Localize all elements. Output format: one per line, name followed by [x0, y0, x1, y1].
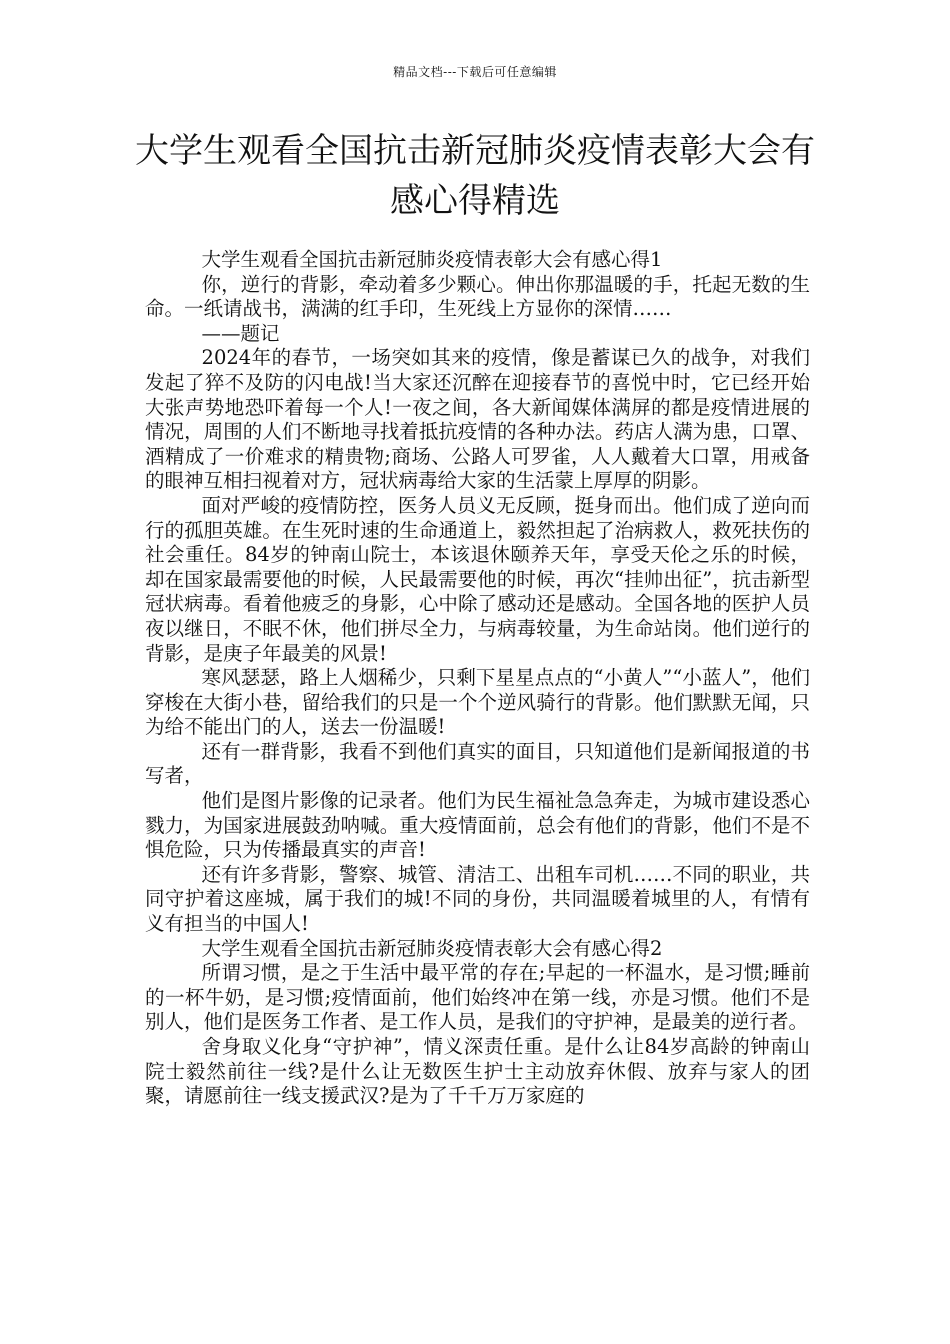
section-heading-1: 大学生观看全国抗击新冠肺炎疫情表彰大会有感心得1 [201, 248, 663, 271]
paragraph: 你，逆行的背影，牵动着多少颗心。伸出你那温暖的手，托起无数的生命。一纸请战书，满满的红手印，生死线上方显你的深情…… [145, 272, 810, 321]
paragraph: 2024年的春节，一场突如其来的疫情，像是蓄谋已久的战争，对我们发起了猝不及防的闪电战!当大家还沉醉在迎接春节的喜悦中时，它已经开始大张声势地恐吓着每一个人!一夜之间，各大新闻媒体满屏的都是疫情进展的情况，周围的人们不断地寻找着抵抗疫情的各种办法。药店人满为患，口罩、酒精成了一价难求的精贵物;商场、公路人可罗雀，人人戴着大口罩，用戒备的眼神互相扫视着对方，冠状病毒给大家的生活蒙上厚厚的阴影。 [145, 346, 810, 493]
page-header: 精品文档---下载后可任意编辑 [393, 65, 557, 79]
paragraph: 面对严峻的疫情防控，医务人员义无反顾，挺身而出。他们成了逆向而行的孤胆英雄。在生死时速的生命通道上，毅然担起了治病救人，救死扶伤的社会重任。84岁的钟南山院士，本该退休颐养天年，享受天伦之乐的时候，却在国家最需要他的时候，人民最需要他的时候，再次“挂帅出征”，抗击新型冠状病毒。看着他疲乏的身影，心中除了感动还是感动。全国各地的医护人员夜以继日，不眠不休，他们拼尽全力，与病毒较量，为生命站岗。他们逆行的背影，是庚子年最美的风景! [145, 493, 810, 665]
paragraph: 还有一群背影，我看不到他们真实的面目，只知道他们是新闻报道的书写者， [145, 739, 810, 788]
paragraph: 还有许多背影，警察、城管、清洁工、出租车司机……不同的职业，共同守护着这座城，属于我们的城!不同的身份，共同温暖着城里的人，有情有义有担当的中国人! [145, 862, 810, 936]
paragraph: 所谓习惯，是之于生活中最平常的存在;早起的一杯温水，是习惯;睡前的一杯牛奶，是习惯;疫情面前，他们始终冲在第一线，亦是习惯。他们不是别人，他们是医务工作者、是工作人员，是我们的守护神，是最美的逆行者。 [145, 961, 810, 1034]
paragraph: 寒风瑟瑟，路上人烟稀少，只剩下星星点点的“小黄人”“小蓝人”，他们穿梭在大街小巷，留给我们的只是一个个逆风骑行的背影。他们默默无闻，只为给不能出门的人，送去一份温暖! [145, 666, 810, 739]
document-title: 大学生观看全国抗击新冠肺炎疫情表彰大会有感心得精选 [135, 131, 815, 221]
document-body [145, 248, 810, 1109]
paragraph: 舍身取义化身“守护神”，情义深责任重。是什么让84岁高龄的钟南山院士毅然前往一线?是什么让无数医生护士主动放弃休假、放弃与家人的团聚，请愿前往一线支援武汉?是为了千千万万家庭的 [145, 1035, 810, 1108]
section-heading-2: 大学生观看全国抗击新冠肺炎疫情表彰大会有感心得2 [201, 936, 663, 960]
epigraph-signature: ——题记 [201, 321, 280, 345]
paragraph: 他们是图片影像的记录者。他们为民生福祉急急奔走，为城市建设悉心戮力，为国家进展鼓劲呐喊。重大疫情面前，总会有他们的背影，他们不是不惧危险，只为传播最真实的声音! [145, 789, 810, 862]
